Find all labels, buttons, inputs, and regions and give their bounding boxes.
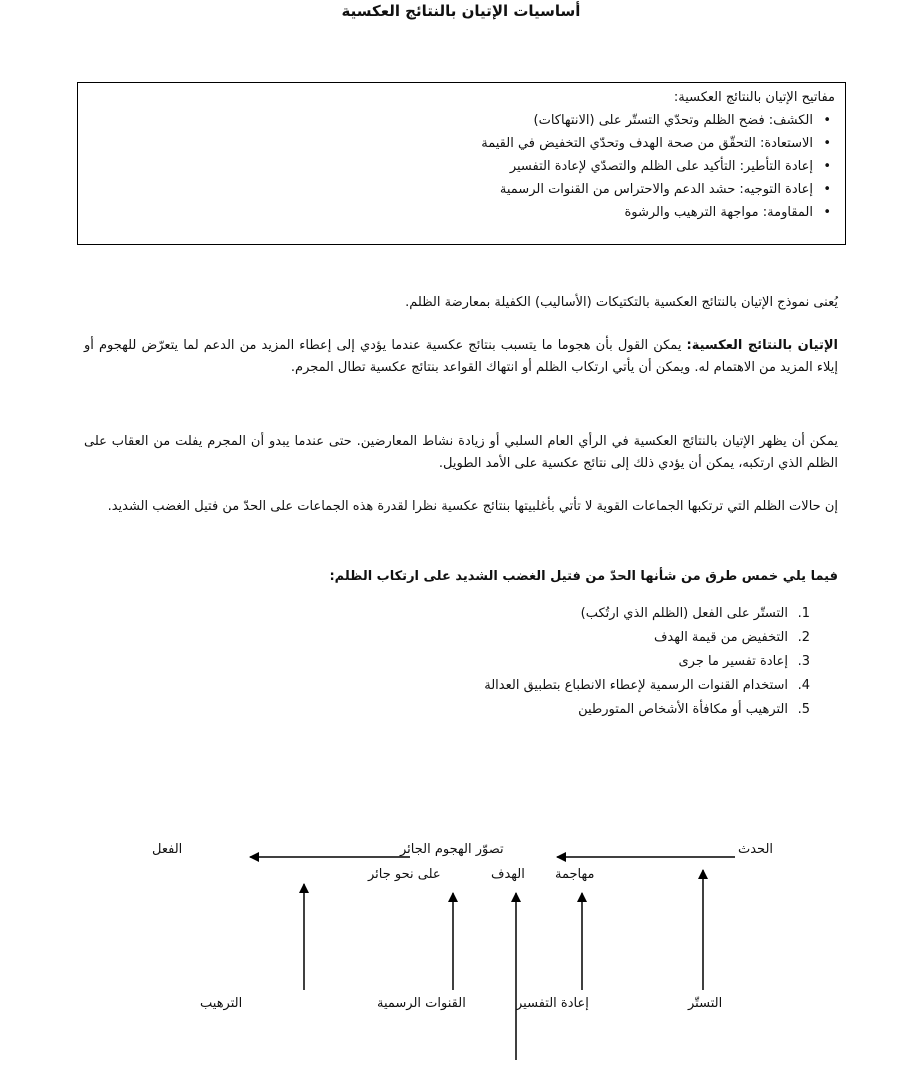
paragraph-public-opinion: يمكن أن يظهر الإتيان بالنتائج العكسية في الرأي العام السلبي أو زيادة نشاط المعارضين. حتى عندما يبدو أن المجرم يفلت من العقاب على الظلم الذي ارتكبه، يمكن أن يؤدي ذلك إلى نتائج عكسية على الأمد الطويل.	[84, 434, 838, 471]
label-event: الحدث	[738, 842, 774, 857]
label-unjust-toward: على نحو جائر	[368, 867, 441, 882]
list-item: • الكشف: فضح الظلم وتحدّي التستّر على (الانتهاكات)	[88, 109, 813, 132]
keys-list	[88, 109, 835, 224]
list-item: • إعادة التأطير: التأكيد على الظلم والتصدّي لإعادة التفسير	[88, 155, 813, 178]
list-item: 1. التستّر على الفعل (الظلم الذي ارتُكب)	[580, 606, 810, 621]
label-attack: مهاجمة	[555, 867, 595, 882]
label-intimidation: الترهيب	[200, 996, 243, 1011]
bullet-icon: •	[823, 205, 831, 220]
bullet-icon: •	[823, 113, 831, 128]
paragraph-powerful-groups: إن حالات الظلم التي ترتكبها الجماعات القوية لا تأتي بأغلبيتها بنتائج عكسية نظرا لقدرة هذه الجماعات على الحدّ من فتيل الغضب الشديد.	[107, 499, 838, 514]
list-item: • الاستعادة: التحقّق من صحة الهدف وتحدّي التخفيض في القيمة	[88, 132, 813, 155]
keys-box	[77, 82, 846, 245]
label-official-channels: القنوات الرسمية	[377, 996, 466, 1011]
ways-list	[300, 602, 810, 722]
label-perception: تصوّر الهجوم الجائر	[400, 842, 504, 857]
list-item: • المقاومة: مواجهة الترهيب والرشوة	[88, 201, 813, 224]
list-item: 4. استخدام القنوات الرسمية لإعطاء الانطباع بتطبيق العدالة	[484, 678, 810, 693]
label-reinterpret: إعادة التفسير	[516, 996, 589, 1011]
list-item: 2. التخفيض من قيمة الهدف	[653, 630, 810, 645]
keys-heading: مفاتيح الإتيان بالنتائج العكسية:	[673, 90, 835, 105]
backfire-diagram	[0, 820, 922, 1074]
list-item: 3. إعادة تفسير ما جرى	[678, 654, 810, 669]
diagram-arrows	[0, 820, 922, 1074]
document-title: أساسيات الإتيان بالنتائج العكسية	[341, 2, 581, 20]
ways-heading: فيما يلي خمس طرق من شأنها الحدّ من فتيل الغضب الشديد على ارتكاب الظلم:	[329, 569, 838, 584]
label-cover-up: التستّر	[688, 996, 723, 1011]
definition-paragraph	[84, 335, 838, 379]
list-item: 5. الترهيب أو مكافأة الأشخاص المتورطين	[578, 702, 810, 717]
bullet-icon: •	[823, 182, 831, 197]
definition-term: الإتيان بالنتائج العكسية:	[686, 338, 838, 353]
bullet-icon: •	[823, 136, 831, 151]
intro-paragraph: يُعنى نموذج الإتيان بالنتائج العكسية بالتكتيكات (الأساليب) الكفيلة بمعارضة الظلم.	[405, 295, 838, 310]
list-item: • إعادة التوجيه: حشد الدعم والاحتراس من القنوات الرسمية	[88, 178, 813, 201]
label-act: الفعل	[152, 842, 183, 857]
bullet-icon: •	[823, 159, 831, 174]
definition-text: يمكن القول بأن هجوما ما يتسبب بنتائج عكسية عندما يؤدي إلى إعطاء المزيد من الدعم لما يتعرّض للهجوم أو إيلاء المزيد من الاهتمام له. ويمكن أن يأتي ارتكاب الظلم أو انتهاك القواعد بنتائج عكسية تطال المجرم.	[84, 338, 838, 375]
label-target: الهدف	[491, 867, 525, 882]
